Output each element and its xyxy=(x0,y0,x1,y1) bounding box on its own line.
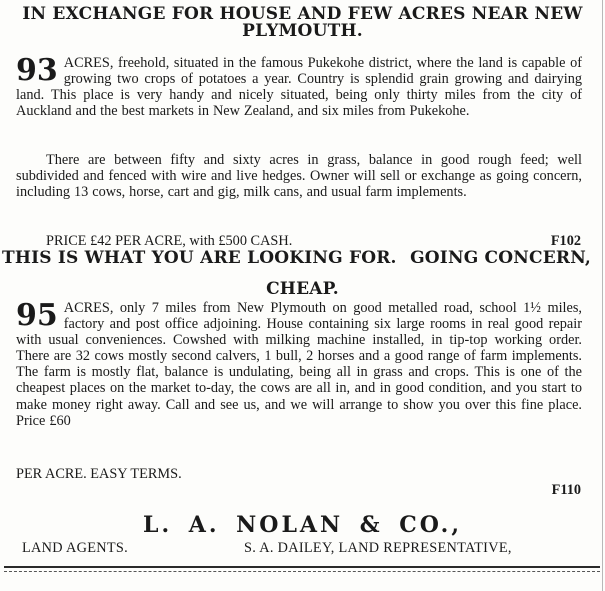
ad1-headline-line1: IN EXCHANGE FOR HOUSE AND FEW ACRES NEAR NEW xyxy=(22,4,583,24)
column-edge-divider xyxy=(602,0,603,591)
ad1-second-paragraph: There are between fifty and sixty acres in grass, balance in good rough feed; well subdivided and fenced with wire and live hedges. Owner will sell or exchange as going concern, including 13 cows, horse, cart and gig, milk cans, and usual farm implements. xyxy=(16,152,582,201)
bottom-rule-dashed xyxy=(4,571,600,572)
ad1-headline xyxy=(0,6,605,40)
ad2-price: PER ACRE. EASY TERMS. xyxy=(16,466,182,482)
agency-role: LAND AGENTS. xyxy=(22,540,129,556)
ad2-headline-right: GOING CONCERN, xyxy=(410,248,591,268)
ad2-acreage-number: 95 xyxy=(16,298,58,333)
ad1-body-paragraph xyxy=(16,55,582,119)
ad2-body-paragraph xyxy=(16,300,582,429)
ad1-acreage-number: 93 xyxy=(16,53,58,88)
ad1-headline-line2: PLYMOUTH. xyxy=(242,21,363,41)
agency-representative: S. A. DAILEY, LAND REPRESENTATIVE, xyxy=(244,540,512,556)
ad1-price: PRICE £42 PER ACRE, with £500 CASH. xyxy=(46,233,293,249)
ad1-body-text: ACRES, freehold, situated in the famous Pukekohe district, where the land is capable of growing two crops of potatoes a year. Country is splendid grain growing and dairying land. This place is very handy and nicely situated, being only thirty miles from the city of Auckland and the best markets in New Zealand, and six miles from Pukekohe. xyxy=(16,55,582,120)
ad1-reference: F102 xyxy=(550,233,581,249)
ad2-headline-line2: CHEAP. xyxy=(266,279,339,299)
ad2-headline-left: THIS IS WHAT YOU ARE LOOKING FOR. xyxy=(2,248,397,268)
agency-name: L. A. NOLAN & CO., xyxy=(143,512,462,538)
bottom-rule xyxy=(4,566,600,568)
ad2-reference: F110 xyxy=(551,482,581,498)
ad2-body-text: ACRES, only 7 miles from New Plymouth on good metalled road, school 1½ miles, factory and post office adjoining. House containing six large rooms in real good repair with usual conveniences. Cowshed with milking machine installed, in tip-top working order. There are 32 cows mostly second calvers, 1 bull, 2 horses and a good range of farm implements. The farm is mostly flat, balance is undulating, being all in grass and crops. This is one of the cheapest places on the market to-day, the cows are all in, and in good condition, and you start to make money right away. Call and see us, and we will arrange to show you over this fine place. Price £60 xyxy=(16,300,582,429)
